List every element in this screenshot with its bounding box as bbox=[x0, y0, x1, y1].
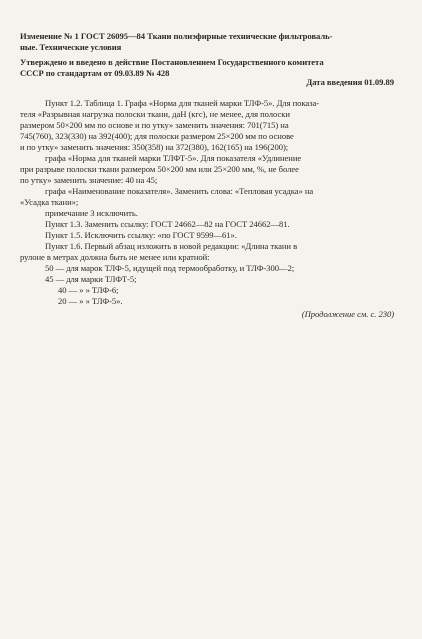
body-line-18: 40 — » » ТЛФ-6; bbox=[58, 285, 119, 295]
amendment-title-line-1: Изменение № 1 ГОСТ 26095—84 Ткани полиэфирные технические фильтроваль- bbox=[20, 31, 333, 41]
body-line-8: по утку» заменить значение: 40 на 45; bbox=[20, 175, 158, 185]
body-line-11: примечание 3 исключить. bbox=[45, 208, 138, 218]
body-line-6: графа «Норма для тканей марки ТЛФТ-5». Для показателя «Удлинение bbox=[45, 153, 302, 163]
body-line-12: Пункт 1.3. Заменить ссылку: ГОСТ 24662—82 на ГОСТ 24662—81. bbox=[45, 219, 290, 229]
body-line-7: при разрыве полоски ткани размером 50×200 мм или 25×200 мм, %, не более bbox=[20, 164, 299, 174]
body-line-17: 45 — для марки ТЛФТ-5; bbox=[45, 274, 137, 284]
approval-line-1: Утверждено и введено в действие Постановлением Государственного комитета bbox=[20, 57, 324, 67]
body-line-16: 50 — для марок ТЛФ-5, идущей под термообработку, и ТЛФ-300—2; bbox=[45, 263, 295, 273]
body-line-1: Пункт 1.2. Таблица 1. Графа «Норма для тканей марки ТЛФ-5». Для показа- bbox=[45, 98, 320, 108]
body-line-13: Пункт 1.5. Исключить ссылку: «по ГОСТ 9599—61». bbox=[45, 230, 237, 240]
body-line-9: графа «Наименование показателя». Заменить слова: «Тепловая усадка» на bbox=[45, 186, 314, 196]
body-line-3: размером 50×200 мм по основе и по утку» заменить значения: 701(715) на bbox=[20, 120, 289, 130]
approval-line-2: СССР по стандартам от 09.03.89 № 428 bbox=[20, 68, 170, 78]
body-line-14: Пункт 1.6. Первый абзац изложить в новой редакции: «Длина ткани в bbox=[45, 241, 298, 251]
effective-date: Дата введения 01.09.89 bbox=[306, 77, 394, 87]
amendment-title-line-2: ные. Технические условия bbox=[20, 42, 122, 52]
body-line-4: 745(760), 323(330) на 392(400); для полоски размером 25×200 мм по основе bbox=[20, 131, 294, 141]
body-line-10: «Усадка ткани»; bbox=[20, 197, 79, 207]
body-line-15: рулоне в метрах должна быть не менее или кратной: bbox=[20, 252, 210, 262]
body-line-2: теля «Разрывная нагрузка полоски ткани, даН (кгс), не менее, для полоски bbox=[20, 109, 290, 119]
body-line-19: 20 — » » ТЛФ-5». bbox=[58, 296, 123, 306]
body-line-5: и по утку» заменить значения: 350(358) на 372(380), 162(165) на 196(200); bbox=[20, 142, 289, 152]
continuation-note: (Продолжение см. с. 230) bbox=[301, 309, 394, 319]
